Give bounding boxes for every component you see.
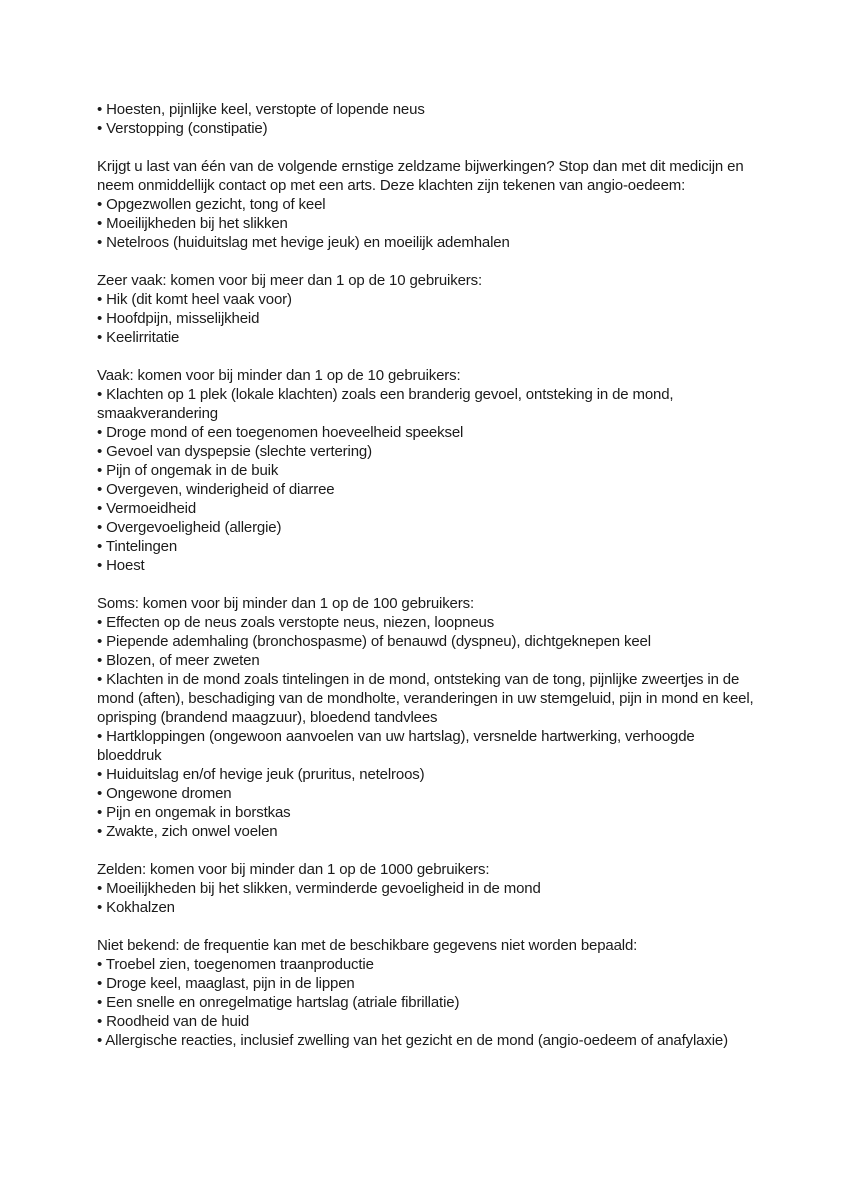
bullet-glyph: • [97, 557, 107, 574]
bullet-glyph: • [97, 614, 107, 631]
bullet-text: Roodheid van de huid [106, 1013, 250, 1030]
bullet-text: Blozen, of meer zweten [106, 652, 260, 669]
bullet-item [97, 898, 757, 917]
bullet-glyph: • [97, 424, 107, 441]
section-serious-warning [97, 157, 757, 252]
bullet-item [97, 442, 757, 461]
bullet-text: Hartkloppingen (ongewoon aanvoelen van uw hartslag), versnelde hartwerking, verhoogde bloeddruk [97, 728, 695, 764]
bullet-glyph: • [97, 975, 107, 992]
bullet-glyph: • [97, 481, 107, 498]
bullet-item [97, 518, 757, 537]
bullet-item [97, 765, 757, 784]
bullet-glyph: • [97, 785, 107, 802]
bullet-glyph: • [97, 196, 107, 213]
bullet-text: Overgevoeligheid (allergie) [106, 519, 282, 536]
bullet-item [97, 537, 757, 556]
bullet-glyph: • [97, 956, 106, 973]
bullet-item [97, 290, 757, 309]
bullet-item [97, 784, 757, 803]
bullet-item [97, 1031, 757, 1050]
bullet-glyph: • [97, 234, 107, 251]
bullet-text: Droge mond of een toegenomen hoeveelheid speeksel [106, 424, 464, 441]
section-soms [97, 594, 757, 841]
bullet-text: Droge keel, maaglast, pijn in de lippen [106, 975, 355, 992]
bullet-text: Klachten op 1 plek (lokale klachten) zoals een branderig gevoel, ontsteking in de mond, smaakverandering [97, 386, 674, 422]
bullet-item [97, 727, 757, 765]
bullet-item [97, 1012, 757, 1031]
bullet-text: Huiduitslag en/of hevige jeuk (pruritus, netelroos) [106, 766, 425, 783]
bullet-text: Klachten in de mond zoals tintelingen in de mond, ontsteking van de tong, pijnlijke zweertjes in de mond (aften), beschadiging van de mondholte, veranderingen in uw stemgeluid, pijn in mond en keel, oprisping (brandend maagzuur), bloedend tandvlees [97, 671, 754, 726]
bullet-glyph: • [97, 120, 107, 137]
section-intro-bullets [97, 100, 757, 138]
bullet-text: Vermoeidheid [106, 500, 197, 517]
bullet-glyph: • [97, 215, 107, 232]
bullet-item [97, 309, 757, 328]
bullet-text: Overgeven, winderigheid of diarree [106, 481, 335, 498]
bullet-item [97, 423, 757, 442]
bullet-text: Piepende ademhaling (bronchospasme) of benauwd (dyspneu), dichtgeknepen keel [106, 633, 651, 650]
bullet-glyph: • [97, 1032, 106, 1049]
section-heading: Niet bekend: de frequentie kan met de beschikbare gegevens niet worden bepaald: [97, 937, 638, 954]
bullet-glyph: • [97, 462, 107, 479]
bullet-item [97, 803, 757, 822]
bullet-text: Netelroos (huiduitslag met hevige jeuk) en moeilijk ademhalen [106, 234, 510, 251]
section-heading: Vaak: komen voor bij minder dan 1 op de 10 gebruikers: [97, 367, 461, 384]
bullet-item [97, 461, 757, 480]
bullet-glyph: • [97, 633, 107, 650]
bullet-text: Keelirritatie [106, 329, 180, 346]
bullet-item [97, 651, 757, 670]
bullet-text: Opgezwollen gezicht, tong of keel [106, 196, 326, 213]
bullet-text: Pijn en ongemak in borstkas [106, 804, 291, 821]
bullet-text: Hoest [106, 557, 145, 574]
bullet-text: Troebel zien, toegenomen traanproductie [105, 956, 374, 973]
bullet-item [97, 974, 757, 993]
bullet-text: Pijn of ongemak in de buik [106, 462, 279, 479]
bullet-item [97, 632, 757, 651]
bullet-item [97, 385, 757, 423]
bullet-item [97, 993, 757, 1012]
bullet-glyph: • [97, 310, 107, 327]
bullet-item [97, 195, 757, 214]
bullet-glyph: • [97, 386, 107, 403]
bullet-item [97, 480, 757, 499]
bullet-item [97, 613, 757, 632]
bullet-item [97, 214, 757, 233]
bullet-text: Hik (dit komt heel vaak voor) [106, 291, 292, 308]
bullet-text: Hoesten, pijnlijke keel, verstopte of lopende neus [106, 101, 425, 118]
bullet-glyph: • [97, 880, 107, 897]
bullet-glyph: • [97, 519, 107, 536]
bullet-text: Een snelle en onregelmatige hartslag (atriale fibrillatie) [106, 994, 460, 1011]
bullet-glyph: • [97, 500, 107, 517]
bullet-text: Zwakte, zich onwel voelen [106, 823, 278, 840]
bullet-glyph: • [97, 823, 107, 840]
bullet-text: Ongewone dromen [106, 785, 232, 802]
bullet-text: Moeilijkheden bij het slikken, verminderde gevoeligheid in de mond [106, 880, 541, 897]
bullet-text: Verstopping (constipatie) [106, 120, 268, 137]
bullet-item [97, 499, 757, 518]
section-heading: Zeer vaak: komen voor bij meer dan 1 op de 10 gebruikers: [97, 272, 482, 289]
bullet-text: Kokhalzen [106, 899, 175, 916]
bullet-item [97, 822, 757, 841]
section-zelden [97, 860, 757, 917]
section-heading: Zelden: komen voor bij minder dan 1 op de 1000 gebruikers: [97, 861, 490, 878]
bullet-item [97, 879, 757, 898]
bullet-item [97, 670, 757, 727]
bullet-glyph: • [97, 1013, 107, 1030]
bullet-item [97, 100, 757, 119]
bullet-item [97, 328, 757, 347]
section-niet-bekend [97, 936, 757, 1050]
bullet-glyph: • [97, 728, 107, 745]
bullet-glyph: • [97, 329, 107, 346]
bullet-text: Tintelingen [105, 538, 178, 555]
section-heading: Soms: komen voor bij minder dan 1 op de 100 gebruikers: [97, 595, 474, 612]
section-vaak [97, 366, 757, 575]
bullet-item [97, 233, 757, 252]
bullet-text: Moeilijkheden bij het slikken [106, 215, 288, 232]
section-heading: Krijgt u last van één van de volgende ernstige zeldzame bijwerkingen? Stop dan met dit medicijn en neem onmiddellijk contact op met een arts. Deze klachten zijn tekenen van angio-oedeem: [97, 158, 744, 194]
bullet-glyph: • [97, 804, 107, 821]
bullet-glyph: • [97, 652, 107, 669]
bullet-text: Hoofdpijn, misselijkheid [106, 310, 260, 327]
section-zeer-vaak [97, 271, 757, 347]
bullet-glyph: • [97, 538, 106, 555]
bullet-glyph: • [97, 291, 107, 308]
bullet-glyph: • [97, 671, 107, 688]
bullet-text: Effecten op de neus zoals verstopte neus, niezen, loopneus [106, 614, 495, 631]
bullet-glyph: • [97, 443, 107, 460]
bullet-item [97, 556, 757, 575]
bullet-glyph: • [97, 101, 107, 118]
bullet-item [97, 955, 757, 974]
bullet-text: Gevoel van dyspepsie (slechte vertering) [106, 443, 372, 460]
bullet-glyph: • [97, 766, 107, 783]
bullet-glyph: • [97, 899, 107, 916]
bullet-text: Allergische reacties, inclusief zwelling van het gezicht en de mond (angio-oedeem of anafylaxie) [105, 1032, 728, 1049]
bullet-glyph: • [97, 994, 107, 1011]
bullet-item [97, 119, 757, 138]
